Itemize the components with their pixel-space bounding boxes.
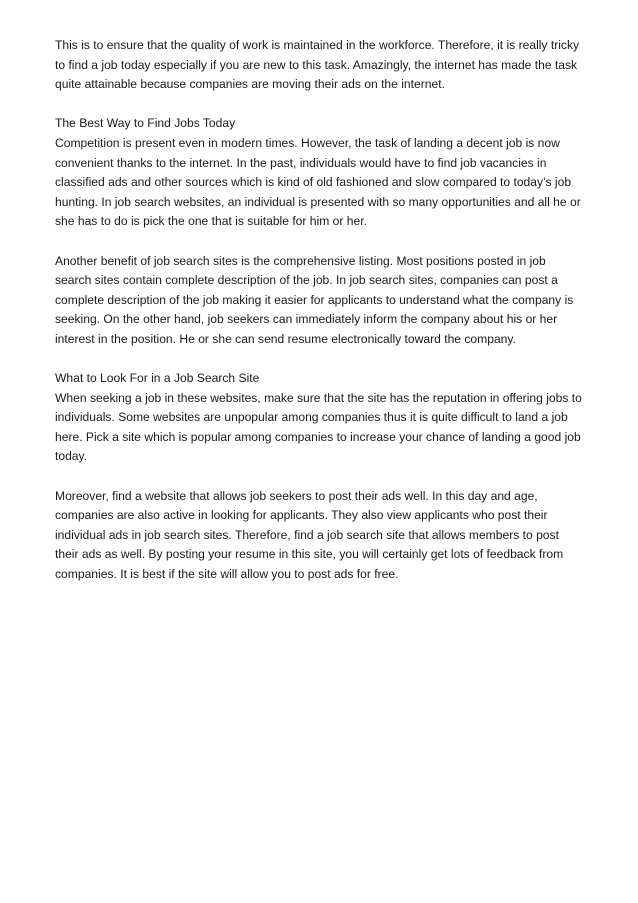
paragraph-comprehensive-listing: Another benefit of job search sites is the comprehensive listing. Most positions posted in job search sites contain complete description of the job. In job search sites, companies can post a complete description of the job making it easier for applicants to understand what the company is seeking. On the other hand, job seekers can immediately inform the company about his or her interest in the position. He or she can send resume electronically toward the company. bbox=[55, 253, 574, 346]
section-heading-what-to-look-for: What to Look For in a Job Search Site bbox=[55, 371, 260, 386]
section-best-way bbox=[55, 114, 585, 232]
document-body bbox=[55, 36, 585, 604]
paragraph-competition: Competition is present even in modern times. However, the task of landing a decent job is now convenient thanks to the internet. In the past, individuals would have to find job vacancies in classified ads and other sources which is kind of old fashioned and slow compared to today’s job hunting. In job search websites, an individual is presented with so many opportunities and all he or she has to do is pick the one that is suitable for him or her. bbox=[55, 135, 581, 229]
section-heading-best-way: The Best Way to Find Jobs Today bbox=[55, 116, 236, 131]
paragraph-post-ads: Moreover, find a website that allows job seekers to post their ads well. In this day and age, companies are also active in looking for applicants. They also view applicants who post their individual ads in job search sites. Therefore, find a job search site that allows members to post their ads as well. By posting your resume in this site, you will certainly get lots of feedback from companies. It is best if the site will allow you to post ads for free. bbox=[55, 488, 564, 582]
paragraph-reputation: When seeking a job in these websites, make sure that the site has the reputation in offering jobs to individuals. Some websites are unpopular among companies thus it is quite difficult to land a job here. Pick a site which is popular among companies to increase your chance of landing a good job today. bbox=[55, 390, 582, 464]
intro-paragraph: This is to ensure that the quality of work is maintained in the workforce. Therefore, it is really tricky to find a job today especially if you are new to this task. Amazingly, the internet has made the task quite attainable because companies are moving their ads on the internet. bbox=[55, 38, 580, 92]
section-what-to-look-for bbox=[55, 369, 585, 467]
